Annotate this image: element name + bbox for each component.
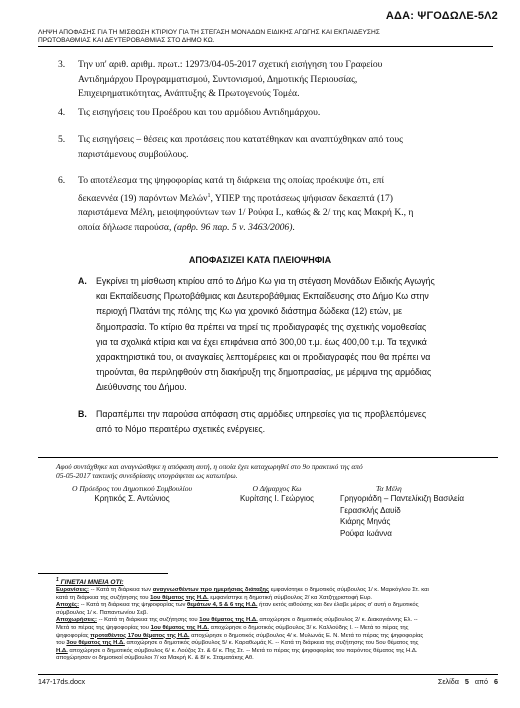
footnote-emphasis: 3ου θέματος της Η.Δ.: [66, 640, 125, 647]
page-total: 6: [494, 677, 498, 686]
consideration-item-3: [58, 58, 498, 102]
footnote-emphasis: Η.Δ.: [56, 647, 68, 654]
footnote-text: αποχώρησε ο δημοτικός σύμβουλος 6/ κ. Λούζος Στ. & 6/ κ. Πης Στ. -- Μετά το πέρας της ψηφοφορίας του παρόντος θέματος της Η.Δ.: [67, 647, 418, 654]
page-indicator: [438, 677, 498, 686]
member-name: Ρούφα Ιωάννα: [340, 528, 392, 538]
item-line: [78, 189, 498, 207]
closing-statement: [56, 462, 496, 480]
consideration-item-4: [58, 106, 498, 121]
footnote-text: -- Κατά τη διάρκεια της συζήτησης του: [96, 617, 200, 624]
members-signature: [340, 484, 500, 539]
decision-line: από το Νόμο περαιτέρω σχετικές ενέργειες.: [96, 424, 266, 435]
item-number: 6.: [58, 175, 66, 186]
decision-heading: ΑΠΟΦΑΣΙΖΕΙ ΚΑΤΑ ΠΛΕΙΟΨΗΦΙΑ: [188, 255, 332, 265]
footnote-text: ψηφοφορίας: [56, 632, 91, 639]
member-name: Κιάρης Μηνάς: [340, 517, 391, 526]
decision-line: τηρούνται, θα περιληφθούν στη διακήρυξη της δημοπρασίας, με μέριμνα της αρμόδιας: [96, 367, 432, 378]
footnote-separator: [38, 573, 168, 574]
footnote-ref: 1: [207, 192, 211, 199]
item-line: Αντιδημάρχου Προγραμματισμού, Συντονισμού, Δημοτικής Περιουσίας,: [78, 73, 358, 85]
decision-b: [78, 407, 496, 437]
decision-line: για τα σχολικά κτίρια και να έχει επιφάνεια από 300,00 τ.μ. έως 400,00 τ.μ. Τα τεχνικά: [96, 336, 427, 347]
footnote-title: [56, 577, 124, 586]
page-label: Σελίδα: [437, 677, 459, 686]
item-line: Τις εισηγήσεις – θέσεις και προτάσεις που κατατέθηκαν και αναπτύχθηκαν από τους: [78, 134, 403, 145]
consideration-item-6: [58, 174, 498, 235]
footnote-line: [56, 640, 496, 648]
member-name: Γερασκλής Δαυίδ: [340, 505, 401, 515]
footnote-line: [56, 655, 496, 663]
item-number: 3.: [58, 59, 66, 70]
president-title: Ο Πρόεδρος του Δημοτικού Συμβουλίου: [71, 484, 193, 493]
decision-line: δημοπρασία. Το κτίριο θα πρέπει να τηρεί τις προδιαγραφές της σχετικής νομοθεσίας: [96, 321, 427, 332]
footnote-title-text: ΓΙΝΕΤΑΙ ΜΝΕΙΑ ΟΤΙ:: [60, 579, 124, 587]
decision-line: περιοχή Πλατάνι της πόλης της Κω για χρονικό διάστημα δώδεκα (12) ετών, με: [96, 306, 403, 317]
item-text: , ΥΠΕΡ της προτάσεως ψήφισαν δεκαεπτά (17): [210, 192, 393, 204]
footnote-emphasis: 1ου θέματος της Η.Δ.: [199, 617, 258, 624]
item-line: Την υπ' αριθ. αριθμ. πρωτ.: 12973/04-05-2017 σχετική εισήγηση του Γραφείου: [78, 59, 383, 70]
footnote-text: σύμβουλος 1/ κ. Παπαντωνίου Σεβ.: [56, 609, 149, 616]
footnote-text: κατά τη διάρκεια της συζήτησης του: [56, 594, 151, 601]
footnote-text: εμφανίστηκε ο δημοτικός σύμβουλος 1/ κ. Μαρκόγλου Στ. και: [269, 587, 429, 593]
footnote-text: Μετά το πέρας της ψηφοφορίας του: [56, 625, 151, 631]
item-number: 5.: [58, 134, 66, 145]
footnote-emphasis: 1ου θέματος της Η.Δ.: [150, 594, 209, 601]
footnote-emphasis: 1ου θέματος της Η.Δ.: [150, 625, 210, 631]
footnote-label: Ευρανίσεις:: [56, 587, 90, 593]
footnote-line: [56, 587, 496, 595]
footnote-label: Αποχωρήσεις:: [56, 617, 97, 624]
decision-line: και Εκπαίδευσης Πρωτοβάθμιας και Δευτεροβάθμιας Εκπαίδευσης στο Δήμο Κω στην: [96, 291, 429, 302]
footnote-text: εμφανίστηκε η δημοτική σύμβουλος 2/ κα Χατζηχριστοφή Ευρ.: [208, 594, 373, 601]
footnote-text: ήταν εκτός αιθούσης και δεν έλαβε μέρος σ' αυτή ο δημοτικός: [257, 602, 419, 609]
header-line-1: ΛΗΨΗ ΑΠΟΦΑΣΗΣ ΓΙΑ ΤΗ ΜΙΣΘΩΣΗ ΚΤΙΡΙΟΥ ΓΙΑ ΤΗ ΣΤΕΓΑΣΗ ΜΟΝΑΔΩΝ ΕΙΔΙΚΗΣ ΑΓΩΓΗΣ ΚΑΙ ΕΚΠΑΙΔΕΥΣΗΣ: [38, 29, 380, 36]
footnote-label: Αποχές:: [56, 602, 80, 609]
footnote-line: [56, 602, 496, 610]
decision-a: [78, 274, 496, 396]
divider: [38, 457, 498, 458]
footnote-emphasis: προταθέντος 17ου θέματος της Η.Δ.: [90, 632, 190, 639]
decision-line: χαρακτηριστικά του, οι αναγκαίες λεπτομέρειες και οι προδιαγραφές που θα πρέπει να: [96, 352, 431, 363]
footnote-marker: 1: [56, 577, 59, 583]
item-line: παριστάμενους συμβούλους.: [78, 148, 189, 160]
consideration-item-5: [58, 133, 498, 162]
decision-letter: A.: [78, 276, 87, 286]
page-footer: [38, 674, 498, 686]
decision-line: Διεύθυνσης του Δήμου.: [96, 382, 187, 393]
member-name: Γρηγοριάδη – Παντελίκιζη Βασιλεία: [340, 494, 464, 503]
item-number: 4.: [58, 107, 66, 118]
item-line: [78, 221, 498, 236]
decision-line: Εγκρίνει τη μίσθωση κτιρίου από το Δήμο Κω για τη στέγαση Μονάδων Ειδικής Αγωγής: [96, 276, 435, 286]
footnote-text: αποχώρησε ο δημοτικός σύμβουλος 3/ κ. Καλλούδης Ι. -- Μετά το πέρας της: [209, 625, 409, 631]
footnote-emphasis: αναγνωσθέντων προ ημερήσιας διάταξης: [152, 587, 270, 593]
page-number: 5: [464, 677, 469, 686]
ada-code: ΑΔΑ: ΨΓΟΔΩΛΕ-5Λ2: [385, 10, 498, 22]
footnote-line: [56, 617, 496, 625]
mayor-signature: [222, 484, 332, 505]
file-name: 147-17ds.docx: [38, 677, 86, 686]
president-signature: [52, 484, 212, 505]
footnote-text: αποχώρησε ο δημοτικός σύμβουλος 5/ κ. Καραθωμάς Κ. -- Κατά τη διάρκεια της συζήτησης του 5ου θέματος της: [124, 640, 419, 647]
law-citation: (αρθρ. 96 παρ. 5 ν. 3463/2006): [173, 221, 293, 233]
item-text: οποία δήλωσε παρούσα,: [78, 221, 174, 233]
item-text: .: [292, 221, 295, 233]
footnote-text: αποχώρησε ο δημοτικός σύμβουλος 4/ κ. Μυλωνάς Ε. Ν. Μετά το πέρας της ψηφοφορίας: [189, 632, 424, 639]
footnote-text: -- Κατά τη διάρκεια των: [89, 587, 153, 593]
decision-letter: B.: [78, 409, 87, 419]
decision-line: Παραπέμπει την παρούσα απόφαση στις αρμόδιες υπηρεσίες για τις προβλεπόμενες: [96, 409, 427, 419]
mayor-title: Ο Δήμαρχος Κω: [252, 484, 302, 493]
footnote-text: -- Κατά τη διάρκεια της ψηφοφορίας των: [79, 602, 188, 609]
item-line: Επιχειρηματικότητας, Ανάπτυξης & Πρωτογενούς Τομέα.: [78, 88, 300, 99]
footnote-text: αποχώρησε ο δημοτικός σύμβουλος 2/ κ. Διακογιάννης Ελ. --: [257, 617, 418, 624]
item-line: Το αποτέλεσμα της ψηφοφορίας κατά τη διάρκεια της οποίας προέκυψε ότι, επί: [78, 175, 385, 186]
page-of-label: από: [474, 677, 488, 686]
members-title: Τα Μέλη: [376, 484, 402, 493]
closing-line: 05-05-2017 τακτικής συνεδρίασης υπογράφεται ως κατωτέρω.: [56, 471, 238, 480]
mayor-name: Κυρίτσης Ι. Γεώργιος: [239, 494, 315, 503]
item-text: δεκαεννέα (19) παρόντων Μελών: [78, 192, 208, 204]
header-line-2: ΠΡΩΤΟΒΑΘΜΙΑΣ ΚΑΙ ΔΕΥΤΕΡΟΒΑΘΜΙΑΣ ΣΤΟ ΔΗΜΟ ΚΩ.: [38, 37, 215, 44]
closing-line: Αφού συντάχθηκε και αναγνώσθηκε η απόφαση αυτή, η οποία έχει καταχωρηθεί στο 9ο πρακτικό της από: [56, 462, 363, 471]
footnote-text: του: [56, 640, 67, 647]
footnote-emphasis: θεμάτων 4, 5 & 6 της Η.Δ.: [187, 602, 258, 609]
item-line: Τις εισηγήσεις του Προέδρου και του αρμόδιου Αντιδημάρχου.: [78, 107, 321, 118]
footnote-text: αποχώρησαν οι δημοτικοί σύμβουλοι 7/ κα Μακρή Κ. & 8/ κ. Σταματάκης Αθ.: [56, 655, 254, 662]
document-header: [38, 29, 493, 47]
footnote-line: [56, 625, 496, 633]
item-line: παριστάμενα Μέλη, μειοψηφούντων των 1/ Ρούφα Ι., καθώς & 2/ της κας Μακρή Κ., η: [78, 207, 414, 219]
president-name: Κρητικός Σ. Αντώνιος: [94, 494, 170, 503]
